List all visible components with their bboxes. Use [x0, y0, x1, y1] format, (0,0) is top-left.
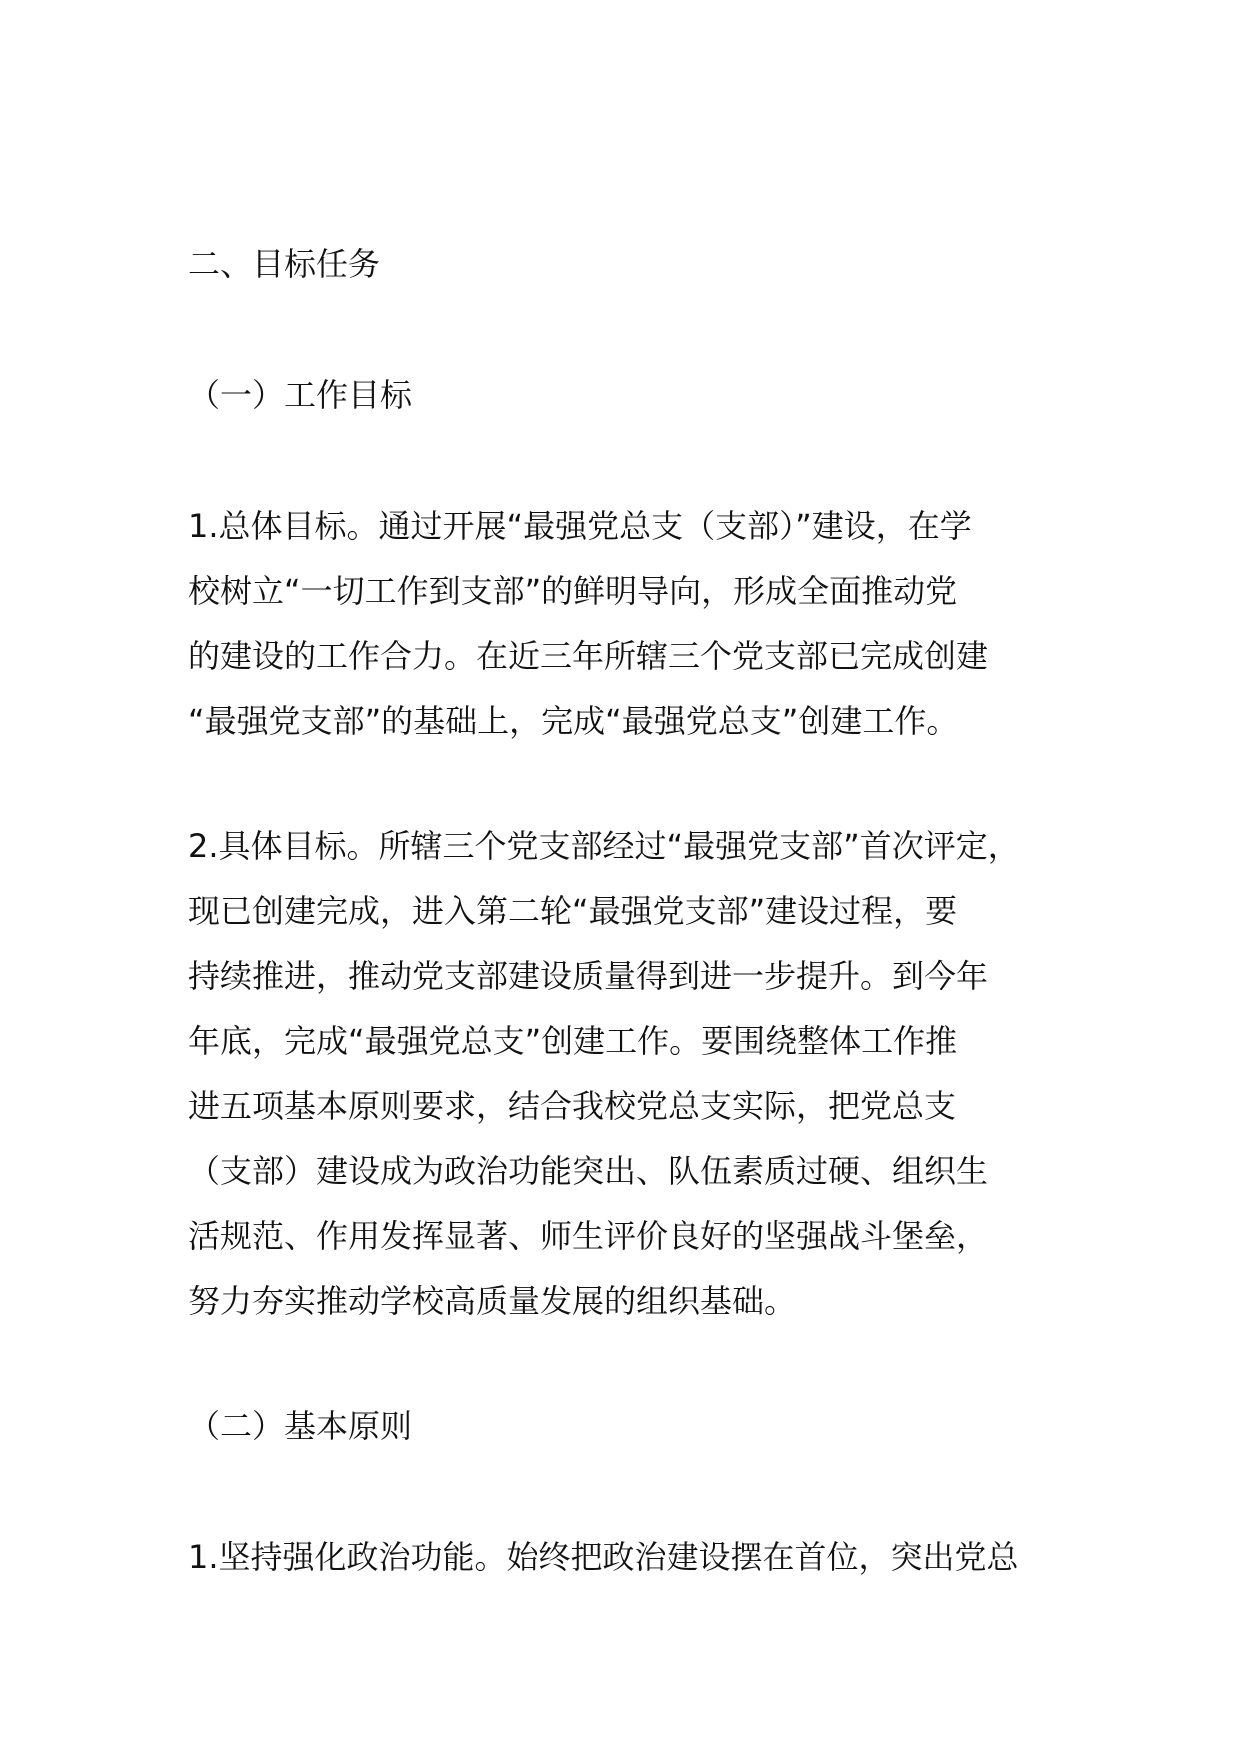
paragraph-line: （支部）建设成为政治功能突出、队伍素质过硬、组织生 — [188, 1152, 989, 1190]
paragraph-line: 的建设的工作合力。在近三年所辖三个党支部已完成创建 — [188, 637, 989, 675]
document-body — [188, 232, 1088, 1590]
paragraph-line: 年底，完成“最强党总支”创建工作。要围绕整体工作推 — [188, 1022, 958, 1060]
subsection-heading-basic-principles: （二）基本原则 — [188, 1407, 413, 1445]
paragraph-line: 1.坚持强化政治功能。始终把政治建设摆在首位，突出党总 — [188, 1538, 1019, 1576]
paragraph-line: 活规范、作用发挥显著、师生评价良好的坚强战斗堡垒， — [188, 1217, 989, 1255]
paragraph-line: 努力夯实推动学校高质量发展的组织基础。 — [188, 1282, 797, 1320]
paragraph-line: 持续推进，推动党支部建设质量得到进一步提升。到今年 — [188, 957, 989, 995]
paragraph-line: “最强党支部”的基础上，完成“最强党总支”创建工作。 — [188, 702, 959, 740]
paragraph-line: 校树立“一切工作到支部”的鲜明导向，形成全面推动党 — [188, 572, 958, 610]
section-heading: 二、目标任务 — [188, 245, 381, 283]
paragraph-line: 进五项基本原则要求，结合我校党总支实际，把党总支 — [188, 1087, 957, 1125]
paragraph-line: 2.具体目标。所辖三个党支部经过“最强党支部”首次评定， — [188, 827, 1020, 865]
paragraph-specific-goal — [188, 814, 1088, 1334]
paragraph-political-function — [188, 1525, 1088, 1590]
paragraph-line: 现已创建完成，进入第二轮“最强党支部”建设过程，要 — [188, 892, 958, 930]
subsection-heading-work-goals: （一）工作目标 — [188, 376, 413, 414]
paragraph-overall-goal — [188, 494, 1088, 754]
paragraph-line: 1.总体目标。通过开展“最强党总支（支部）”建设，在学 — [188, 507, 972, 545]
